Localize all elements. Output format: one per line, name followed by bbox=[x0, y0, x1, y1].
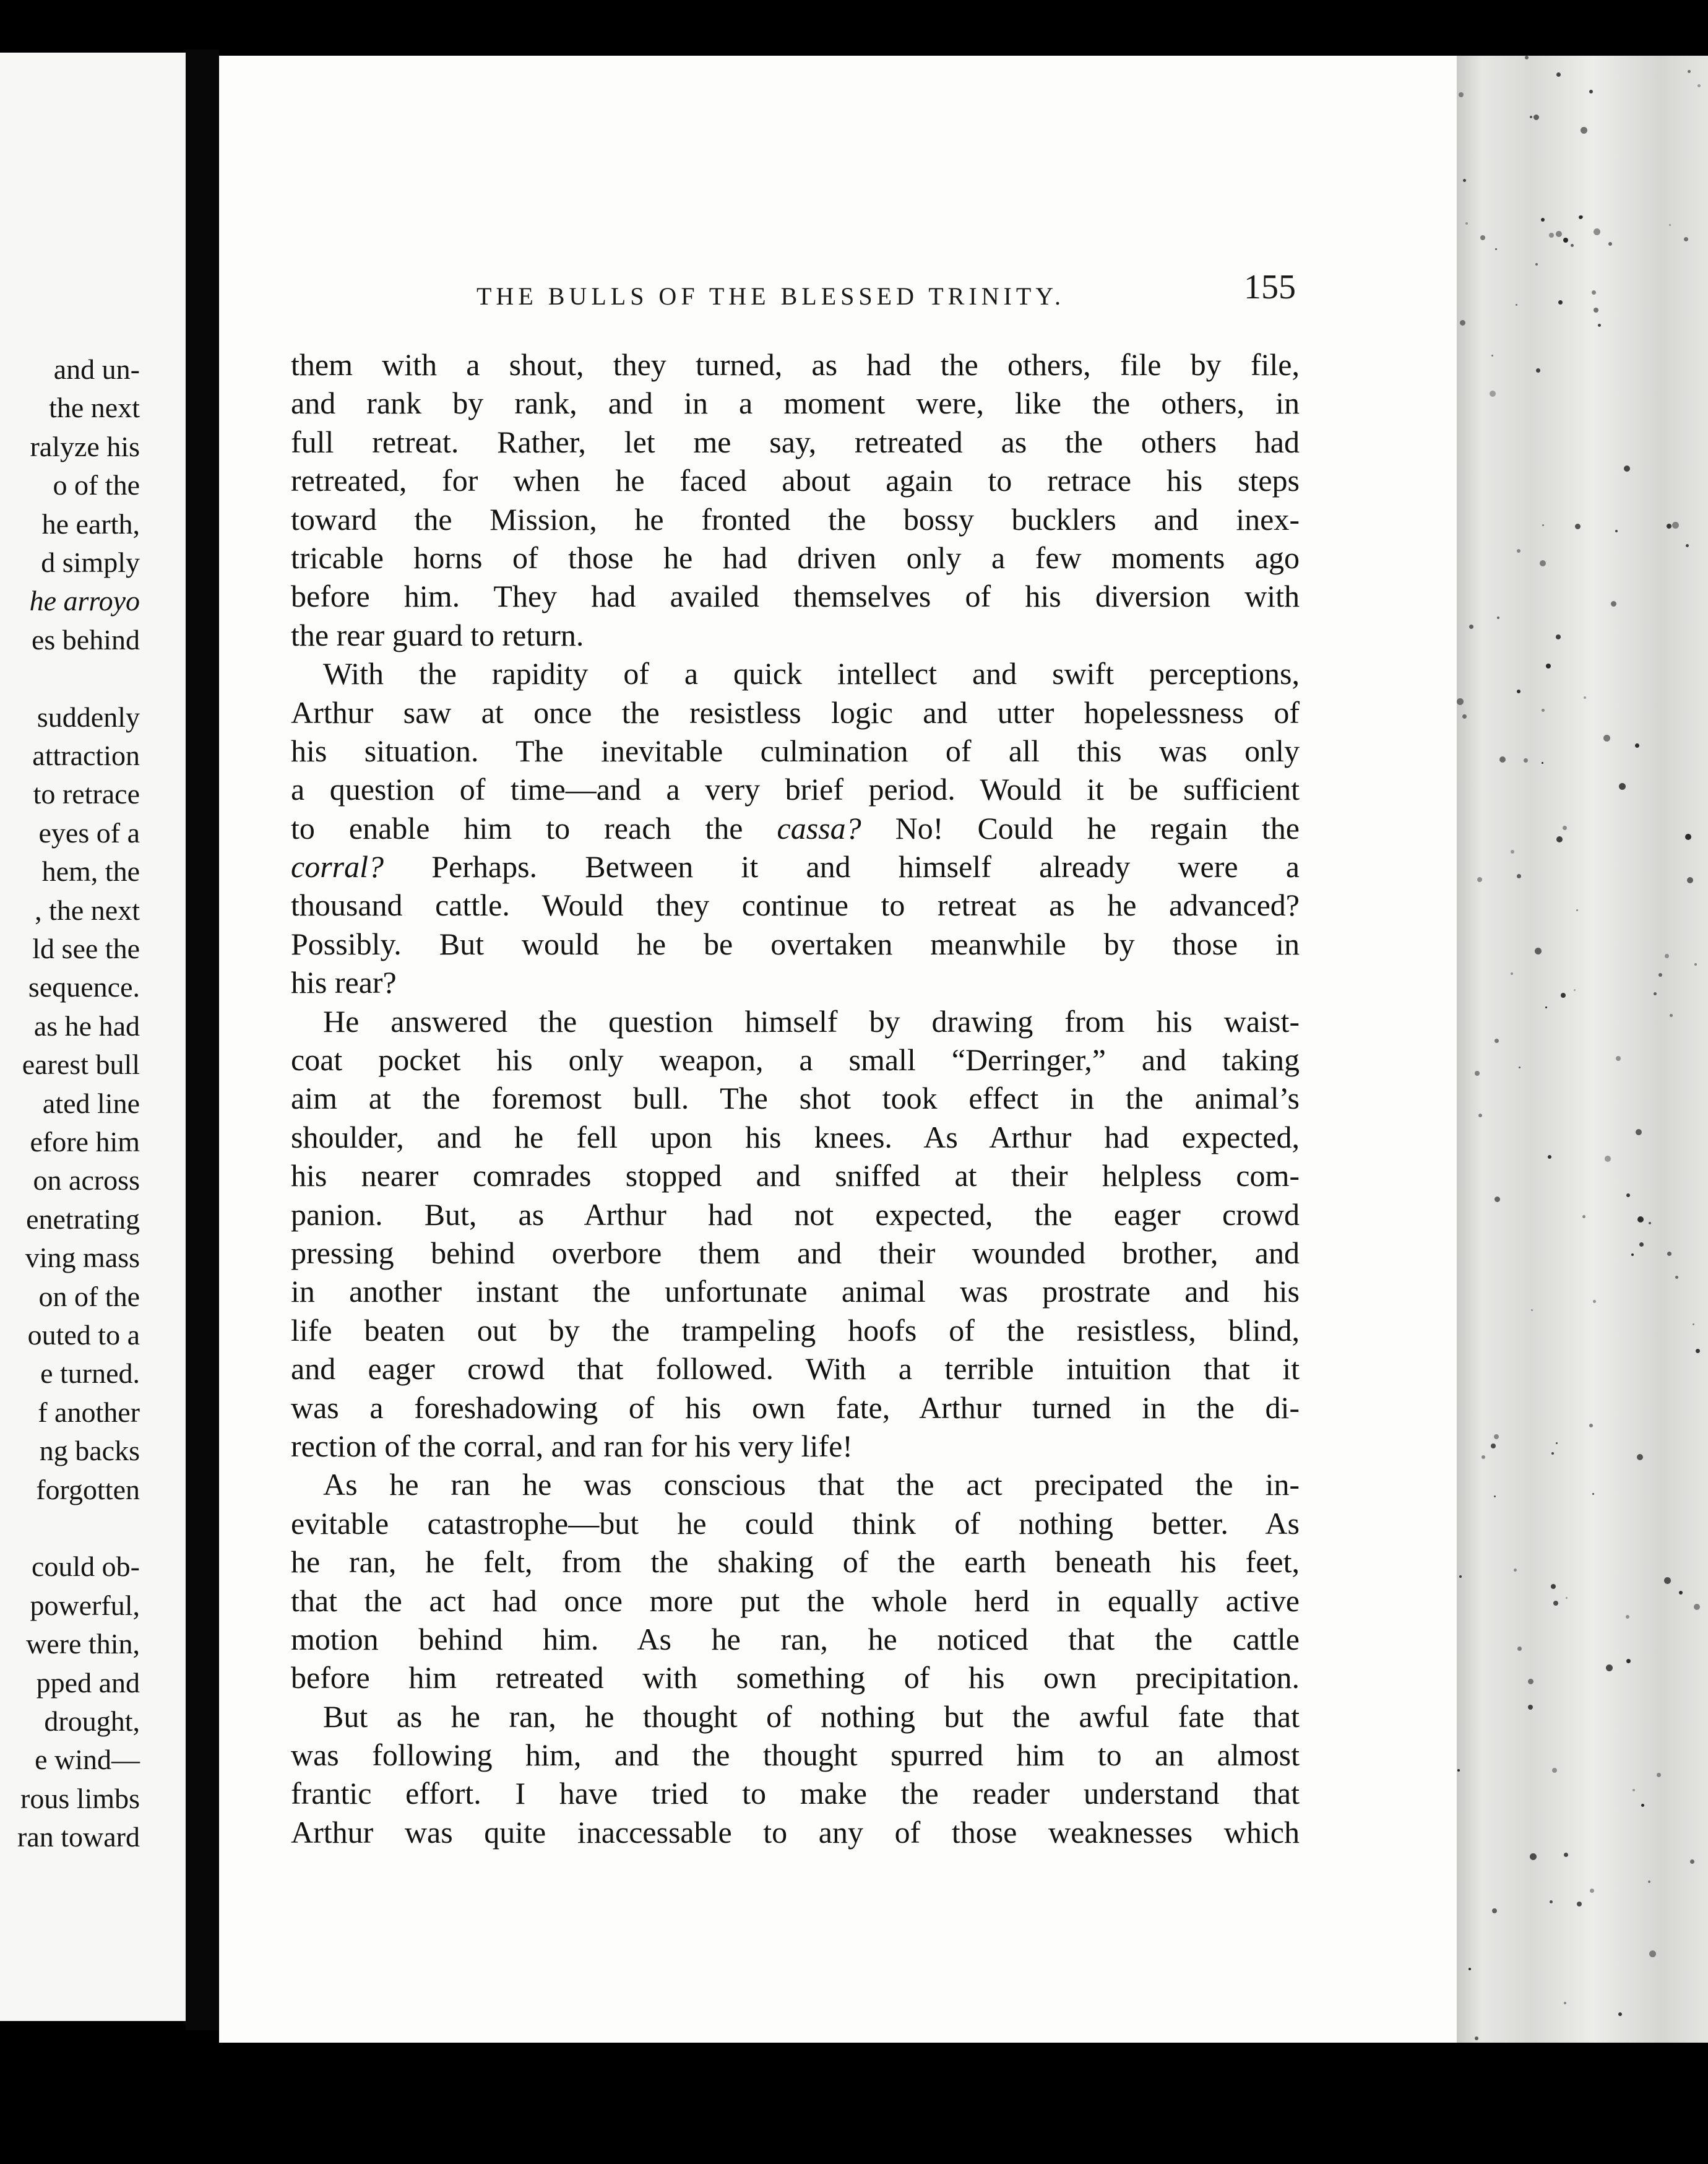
paper-speck bbox=[1694, 963, 1697, 966]
paper-speck bbox=[1492, 1908, 1497, 1913]
paper-speck bbox=[1688, 70, 1691, 73]
paper-speck bbox=[1669, 224, 1671, 226]
paper-speck bbox=[1639, 1242, 1644, 1247]
paper-speck bbox=[1649, 1222, 1651, 1224]
paper-speck bbox=[1592, 290, 1596, 295]
paper-speck bbox=[1633, 1789, 1635, 1791]
paper-speck bbox=[1556, 231, 1562, 237]
paper-speck bbox=[1670, 1014, 1673, 1017]
page-number: 155 bbox=[1244, 268, 1296, 306]
paper-speck bbox=[1516, 304, 1517, 306]
paper-speck bbox=[1525, 56, 1529, 59]
paper-speck bbox=[1495, 248, 1497, 250]
facing-page-line: e turned. bbox=[40, 1357, 140, 1390]
paper-speck bbox=[1457, 698, 1464, 705]
paper-speck bbox=[1531, 1309, 1533, 1311]
paper-speck bbox=[1542, 709, 1545, 712]
scan-bottom-border bbox=[0, 2043, 1708, 2164]
paper-speck bbox=[1550, 1900, 1553, 1903]
paper-speck bbox=[1631, 1253, 1634, 1256]
paper-speck bbox=[1494, 1434, 1499, 1439]
facing-page-line: e wind— bbox=[35, 1744, 140, 1776]
paper-speck bbox=[1528, 1705, 1533, 1710]
facing-page-line: he earth, bbox=[41, 508, 140, 540]
body-line: aim at the foremost bull. The shot took effect in the animal’s bbox=[291, 1081, 1300, 1116]
paper-speck bbox=[1477, 877, 1482, 882]
body-line: a question of time—and a very brief period. Would it be sufficient bbox=[291, 772, 1300, 807]
body-line: panion. But, as Arthur had not expected, the eager crowd bbox=[291, 1197, 1300, 1232]
body-line: and eager crowd that followed. With a terrible intuition that it bbox=[291, 1351, 1300, 1387]
running-title: THE BULLS OF THE BLESSED TRINITY. bbox=[477, 282, 1066, 310]
facing-page-line: to retrace bbox=[33, 778, 140, 810]
body-line: them with a shout, they turned, as had the others, file by file, bbox=[291, 347, 1300, 382]
facing-page-line: f another bbox=[38, 1396, 140, 1428]
paper-speck bbox=[1491, 1443, 1496, 1448]
body-line: shoulder, and he fell upon his knees. As Arthur had expected, bbox=[291, 1119, 1300, 1154]
facing-page-line: drought, bbox=[44, 1705, 140, 1737]
body-line: before him. They had availed themselves of his diversion with bbox=[291, 579, 1300, 614]
paper-speck bbox=[1684, 237, 1688, 241]
facing-page-line: the next bbox=[49, 392, 140, 424]
paper-speck bbox=[1511, 850, 1514, 854]
facing-page-line: o of the bbox=[53, 469, 140, 501]
paper-speck bbox=[1581, 127, 1587, 134]
paper-speck bbox=[1654, 992, 1657, 995]
paper-speck bbox=[1611, 601, 1616, 607]
page-edge-strip bbox=[1457, 56, 1708, 2105]
paper-speck bbox=[1517, 549, 1520, 553]
paper-speck bbox=[1551, 1452, 1554, 1455]
book-gutter bbox=[186, 50, 219, 2030]
paper-speck bbox=[1637, 1454, 1643, 1460]
body-line: motion behind him. As he ran, he noticed that the cattle bbox=[291, 1621, 1300, 1656]
paper-speck bbox=[1541, 218, 1545, 222]
paper-speck bbox=[1564, 2002, 1566, 2004]
body-line: before him retreated with something of his own precipitation. bbox=[291, 1660, 1300, 1695]
facing-page-line: ving mass bbox=[25, 1242, 140, 1274]
paper-speck bbox=[1641, 1804, 1644, 1807]
paper-speck bbox=[1577, 1902, 1582, 1906]
paper-speck bbox=[1463, 179, 1466, 182]
paper-speck bbox=[1598, 324, 1601, 327]
paper-speck bbox=[1457, 1769, 1460, 1772]
facing-page-line: ran toward bbox=[17, 1821, 140, 1853]
paper-speck bbox=[1491, 355, 1493, 357]
facing-page-line: and un- bbox=[53, 353, 140, 385]
facing-page-line: pped and bbox=[36, 1666, 140, 1699]
paper-speck bbox=[1548, 1155, 1551, 1159]
paper-speck bbox=[1679, 1591, 1683, 1595]
paper-speck bbox=[1459, 1575, 1462, 1578]
paper-speck bbox=[1593, 1300, 1596, 1303]
paper-speck bbox=[1462, 714, 1467, 719]
body-line: pressing behind overbore them and their wounded brother, and bbox=[291, 1235, 1300, 1270]
paper-speck bbox=[1664, 1577, 1671, 1584]
paper-speck bbox=[1482, 1455, 1485, 1459]
body-line: his situation. The inevitable culmination of all this was only bbox=[291, 733, 1300, 768]
paper-speck bbox=[1605, 1156, 1611, 1162]
body-line: frantic effort. I have tried to make the reader understand that bbox=[291, 1776, 1300, 1811]
paper-speck bbox=[1590, 1889, 1594, 1893]
paper-speck bbox=[1615, 530, 1618, 532]
paper-speck bbox=[1551, 1584, 1556, 1589]
paper-speck bbox=[1658, 973, 1662, 977]
paper-speck bbox=[1497, 617, 1499, 619]
paper-speck bbox=[1546, 664, 1551, 669]
body-line: his rear? bbox=[291, 965, 397, 1000]
facing-page-line: ng backs bbox=[39, 1435, 140, 1467]
paper-speck bbox=[1535, 263, 1538, 266]
paper-speck bbox=[1686, 544, 1689, 547]
paper-speck bbox=[1556, 72, 1561, 77]
paper-speck bbox=[1594, 228, 1600, 235]
paper-speck bbox=[1637, 1216, 1644, 1223]
body-line: evitable catastrophe—but he could think of nothing better. As bbox=[291, 1505, 1300, 1541]
paper-speck bbox=[1618, 2012, 1622, 2016]
facing-page-line: es behind bbox=[31, 623, 140, 656]
paper-speck bbox=[1465, 222, 1468, 225]
paper-speck bbox=[1517, 874, 1521, 878]
paper-speck bbox=[1553, 1601, 1558, 1606]
paper-speck bbox=[1635, 743, 1639, 748]
body-line: tricable horns of those he had driven only a few moments ago bbox=[291, 540, 1300, 575]
paper-speck bbox=[1563, 826, 1567, 830]
paper-speck bbox=[1690, 1859, 1694, 1864]
body-line: was following him, and the thought spurred him to an almost bbox=[291, 1738, 1300, 1773]
paper-speck bbox=[1685, 834, 1691, 840]
facing-page-line: attraction bbox=[32, 740, 140, 771]
paper-speck bbox=[1469, 625, 1473, 629]
paper-speck bbox=[1475, 2036, 1478, 2040]
body-line: to enable him to reach the cassa? No! Could he regain the bbox=[291, 810, 1300, 846]
facing-page-line: powerful, bbox=[30, 1589, 140, 1621]
paper-speck bbox=[1675, 1276, 1678, 1279]
paper-speck bbox=[1480, 235, 1485, 240]
paper-speck bbox=[1606, 1664, 1613, 1671]
facing-page-fragment bbox=[0, 53, 186, 2021]
paper-speck bbox=[1616, 1056, 1621, 1061]
paper-speck bbox=[1535, 948, 1542, 954]
body-text bbox=[291, 345, 1300, 1851]
body-line: Arthur saw at once the resistless logic and utter hopelessness of bbox=[291, 695, 1300, 730]
body-line: Arthur was quite inaccessable to any of those weaknesses which bbox=[291, 1814, 1300, 1850]
paper-speck bbox=[1549, 233, 1554, 238]
paper-speck bbox=[1545, 1006, 1547, 1008]
paper-speck bbox=[1556, 1442, 1558, 1444]
body-line: As he ran he was conscious that the act precipated the in- bbox=[323, 1467, 1300, 1502]
paper-speck bbox=[1575, 524, 1581, 529]
paper-speck bbox=[1672, 522, 1679, 529]
body-line: full retreat. Rather, let me say, retreated as the others had bbox=[291, 424, 1300, 459]
paper-speck bbox=[1571, 244, 1574, 247]
paper-speck bbox=[1478, 1114, 1482, 1117]
facing-page-line: earest bull bbox=[22, 1049, 140, 1081]
paper-speck bbox=[1594, 308, 1598, 313]
body-line: was a foreshadowing of his own fate, Arthur turned in the di- bbox=[291, 1390, 1300, 1425]
paper-speck bbox=[1619, 783, 1626, 790]
paper-speck bbox=[1490, 391, 1496, 397]
facing-page-line: d simply bbox=[41, 547, 140, 578]
paper-speck bbox=[1524, 758, 1528, 763]
paper-speck bbox=[1494, 1495, 1496, 1497]
body-line: life beaten out by the trampeling hoofs of the resistless, blind, bbox=[291, 1312, 1300, 1348]
body-line: With the rapidity of a quick intellect and swift perceptions, bbox=[323, 656, 1300, 691]
facing-page-line: ated line bbox=[42, 1087, 140, 1119]
body-line: thousand cattle. Would they continue to retreat as he advanced? bbox=[291, 888, 1300, 923]
paper-speck bbox=[1576, 909, 1578, 911]
paper-speck bbox=[1556, 836, 1563, 842]
paper-speck bbox=[1459, 92, 1464, 97]
paper-speck bbox=[1475, 1071, 1480, 1076]
facing-page-line: outed to a bbox=[27, 1319, 140, 1351]
paper-speck bbox=[1494, 1039, 1499, 1043]
paper-speck bbox=[1589, 1424, 1593, 1427]
paper-speck bbox=[1657, 1773, 1661, 1777]
facing-page-line: were thin, bbox=[26, 1628, 140, 1660]
paper-speck bbox=[1540, 560, 1546, 566]
paper-speck bbox=[1542, 762, 1543, 764]
paper-speck bbox=[1511, 972, 1513, 975]
paper-speck bbox=[1592, 1493, 1594, 1495]
paper-speck bbox=[1626, 1615, 1629, 1619]
paper-speck bbox=[1530, 1853, 1537, 1860]
paper-speck bbox=[1561, 993, 1566, 998]
paper-speck bbox=[1696, 1349, 1700, 1353]
paper-speck bbox=[1693, 1323, 1694, 1325]
facing-page-line: forgotten bbox=[36, 1473, 140, 1505]
facing-page-line: on across bbox=[33, 1164, 140, 1197]
paper-speck bbox=[1626, 1193, 1630, 1197]
paper-speck bbox=[1517, 1647, 1522, 1651]
body-line: the rear guard to return. bbox=[291, 617, 584, 652]
facing-page-line: hem, the bbox=[41, 855, 140, 888]
body-line: toward the Mission, he fronted the bossy bucklers and inex- bbox=[291, 501, 1300, 537]
paper-speck bbox=[1542, 524, 1544, 526]
paper-speck bbox=[1582, 1215, 1585, 1218]
paper-speck bbox=[1566, 1597, 1568, 1599]
paper-speck bbox=[1556, 634, 1561, 639]
body-line: his nearer comrades stopped and sniffed at their helpless com- bbox=[291, 1158, 1300, 1193]
body-line: he ran, he felt, from the shaking of the earth beneath his feet, bbox=[291, 1544, 1300, 1580]
body-line: Possibly. But would he be overtaken meanwhile by those in bbox=[291, 926, 1300, 961]
paper-speck bbox=[1626, 1659, 1631, 1663]
facing-page-line: eyes of a bbox=[38, 816, 140, 849]
paper-speck bbox=[1530, 116, 1532, 118]
facing-page-line: rous limbs bbox=[20, 1782, 140, 1814]
facing-page-line: ralyze his bbox=[30, 430, 140, 462]
body-line: He answered the question himself by drawing from his waist- bbox=[323, 1003, 1300, 1039]
paper-speck bbox=[1667, 524, 1671, 529]
paper-speck bbox=[1519, 1067, 1520, 1068]
paper-speck bbox=[1536, 368, 1540, 373]
paper-speck bbox=[1469, 1968, 1471, 1970]
facing-page-line: as he had bbox=[33, 1010, 140, 1042]
paper-speck bbox=[1584, 696, 1586, 699]
facing-page-line: on of the bbox=[38, 1280, 140, 1312]
body-line: coat pocket his only weapon, a small “Derringer,” and taking bbox=[291, 1042, 1300, 1078]
paper-speck bbox=[1667, 1252, 1671, 1256]
paper-speck bbox=[1636, 1129, 1642, 1135]
facing-page-line: efore him bbox=[30, 1126, 140, 1158]
body-line: in another instant the unfortunate animal was prostrate and his bbox=[291, 1274, 1300, 1309]
paper-speck bbox=[1603, 735, 1610, 742]
body-line: that the act had once more put the whole herd in equally active bbox=[291, 1583, 1300, 1618]
paper-speck bbox=[1694, 1604, 1700, 1610]
paper-speck bbox=[1494, 1197, 1500, 1202]
facing-page-line: sequence. bbox=[28, 971, 140, 1003]
paper-speck bbox=[1624, 465, 1630, 472]
body-line: retreated, for when he faced about again to retrace his steps bbox=[291, 463, 1300, 498]
facing-page-line: could ob- bbox=[31, 1551, 140, 1583]
paper-speck bbox=[1517, 690, 1520, 693]
facing-page-line: enetrating bbox=[26, 1203, 140, 1235]
paper-speck bbox=[1697, 84, 1701, 87]
body-line: and rank by rank, and in a moment were, like the others, in bbox=[291, 386, 1300, 421]
facing-page-line: he arroyo bbox=[29, 585, 140, 617]
paper-speck bbox=[1552, 1768, 1557, 1773]
paper-speck bbox=[1648, 1881, 1650, 1883]
paper-speck bbox=[1563, 238, 1568, 243]
paper-speck bbox=[1665, 954, 1669, 958]
body-line: But as he ran, he thought of nothing but the awful fate that bbox=[323, 1699, 1300, 1734]
facing-page-line: ld see the bbox=[32, 933, 140, 964]
paper-speck bbox=[1580, 215, 1583, 219]
paper-speck bbox=[1528, 1679, 1533, 1684]
paper-speck bbox=[1564, 1853, 1568, 1857]
paper-speck bbox=[1558, 300, 1563, 305]
paper-speck bbox=[1589, 90, 1593, 93]
paper-speck bbox=[1649, 1950, 1656, 1957]
paper-speck bbox=[1514, 1569, 1517, 1572]
paper-speck bbox=[1499, 756, 1506, 763]
paper-speck bbox=[1608, 242, 1612, 246]
paper-speck bbox=[1533, 115, 1539, 120]
paper-speck bbox=[1687, 877, 1693, 883]
paper-speck bbox=[1574, 989, 1576, 991]
body-line: corral? Perhaps. Between it and himself already were a bbox=[291, 849, 1300, 885]
facing-page-line: , the next bbox=[35, 894, 140, 926]
body-line: rection of the corral, and ran for his very life! bbox=[291, 1428, 853, 1463]
facing-page-line: suddenly bbox=[37, 701, 140, 733]
paper-speck bbox=[1460, 320, 1465, 326]
